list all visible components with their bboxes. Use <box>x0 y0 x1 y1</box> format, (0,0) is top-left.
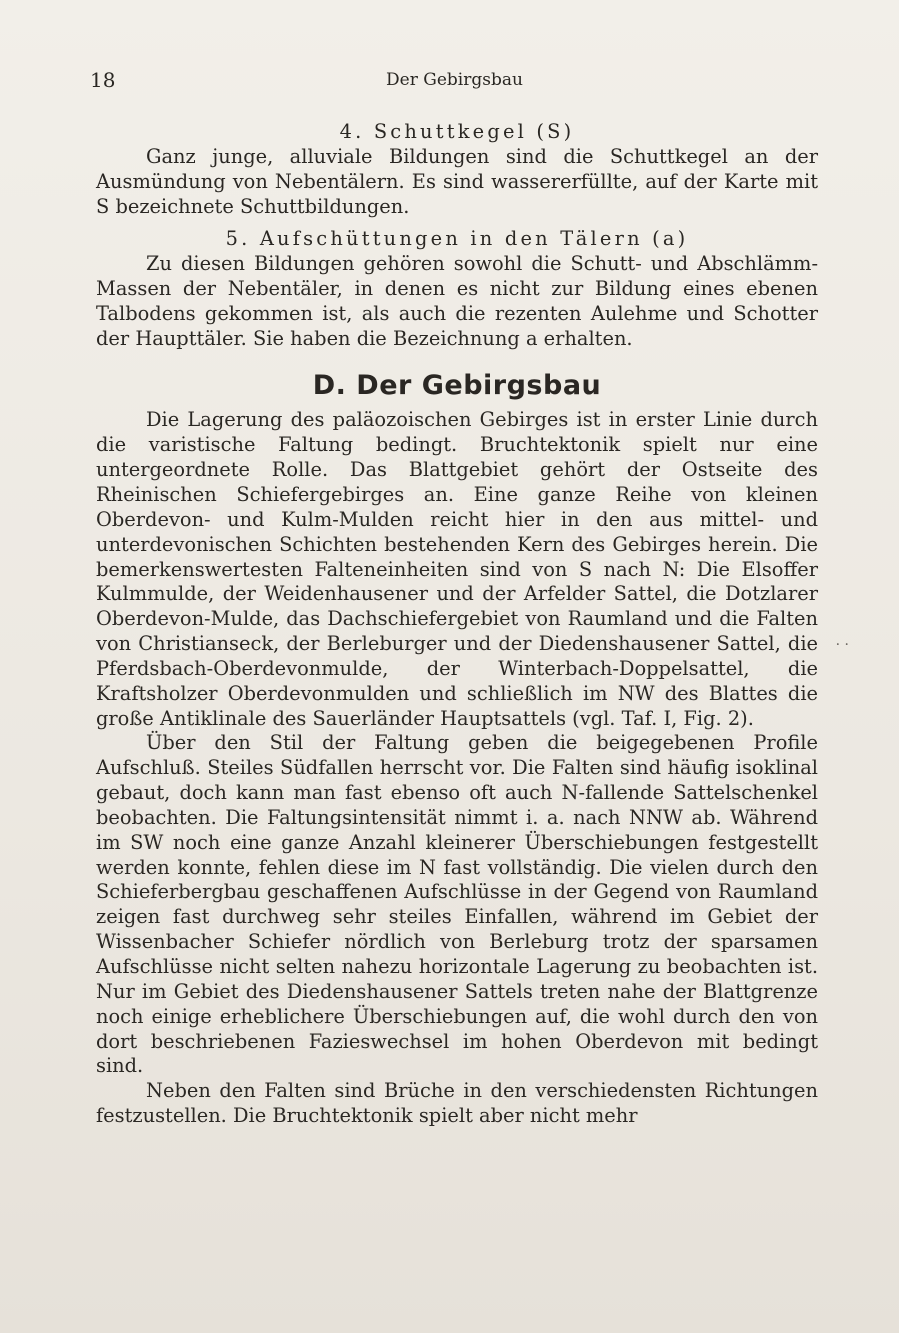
paragraph-lagerung: Die Lagerung des paläozoischen Gebirges ist in erster Linie durch die varistische Faltung bedingt. Bruchtektonik spielt nur eine untergeordnete Rolle. Das Blattgebiet gehört der Ostseite des Rheinischen Schiefergebirges an. Eine ganze Reihe von kleinen Oberdevon- und Kulm-Mulden reicht hier in den aus mittel- und unterdevonischen Schichten bestehenden Kern des Gebirges herein. Die bemerkenswertesten Falteneinheiten sind von S nach N: Die Elsoffer Kulmmulde, der Weidenhausener und der Arfelder Sattel, die Dotzlarer Oberdevon-Mulde, das Dachschiefergebiet von Raumland und die Falten von Christianseck, der Berleburger und der Diedenshausener Sattel, die Pferdsbach-Oberdevonmulde, der Winterbach-Doppelsattel, die Kraftsholzer Oberdevonmulden und schließlich im NW des Blattes die große Antiklinale des Sauerländer Hauptsattels (vgl. Taf. I, Fig. 2). <box>96 408 818 730</box>
section-title-schuttkegel: 4. Schuttkegel (S) <box>339 120 575 143</box>
running-title: Der Gebirgsbau <box>386 70 523 90</box>
running-head <box>90 68 819 98</box>
body-text <box>96 120 818 1129</box>
paragraph-aufschuettungen: Zu diesen Bildungen gehören sowohl die Schutt- und Abschlämm-Massen der Nebentäler, in denen es nicht zur Bildung eines ebenen Talbodens gekommen ist, als auch die rezenten Aulehme und Schotter der Haupttäler. Sie haben die Bezeichnung a erhalten. <box>96 252 818 350</box>
margin-dot-mark: · · <box>835 637 849 653</box>
paragraph-schuttkegel: Ganz junge, alluviale Bildungen sind die Schuttkegel an der Ausmündung von Nebentälern. Es sind wassererfüllte, auf der Karte mit S bezeichnete Schuttbildungen. <box>96 144 818 218</box>
paragraph-faltungsstil: Über den Stil der Faltung geben die beigegebenen Profile Aufschluß. Steiles Südfallen herrscht vor. Die Falten sind häufig isoklinal gebaut, doch kann man fast ebenso oft auch N-fallende Sattelschenkel beobachten. Die Faltungsintensität nimmt i. a. nach NNW ab. Während im SW noch eine ganze Anzahl kleinerer Überschiebungen festgestellt werden konnte, fehlen diese im N fast vollständig. Die vielen durch den Schieferbergbau geschaffenen Aufschlüsse in der Gegend von Raumland zeigen fast durchweg sehr steiles Einfallen, während im Gebiet der Wissenbacher Schiefer nördlich von Berleburg trotz der sparsamen Aufschlüsse nicht selten nahezu horizontale Lagerung zu beobachten ist. Nur im Gebiet des Diedenshausener Sattels treten nahe der Blattgrenze noch einige erheblichere Überschiebungen auf, die wohl durch den von dort beschriebenen Fazieswechsel im hohen Oberdevon mit bedingt sind. <box>96 731 818 1078</box>
section-title-aufschuettungen: 5. Aufschüttungen in den Tälern (a) <box>225 227 689 251</box>
paragraph-brueche: Neben den Falten sind Brüche in den verschiedensten Richtungen festzustellen. Die Bruchtektonik spielt aber nicht mehr <box>96 1079 818 1128</box>
section-heading-gebirgsbau: D. Der Gebirgsbau <box>312 369 602 401</box>
page-number: 18 <box>90 68 116 92</box>
